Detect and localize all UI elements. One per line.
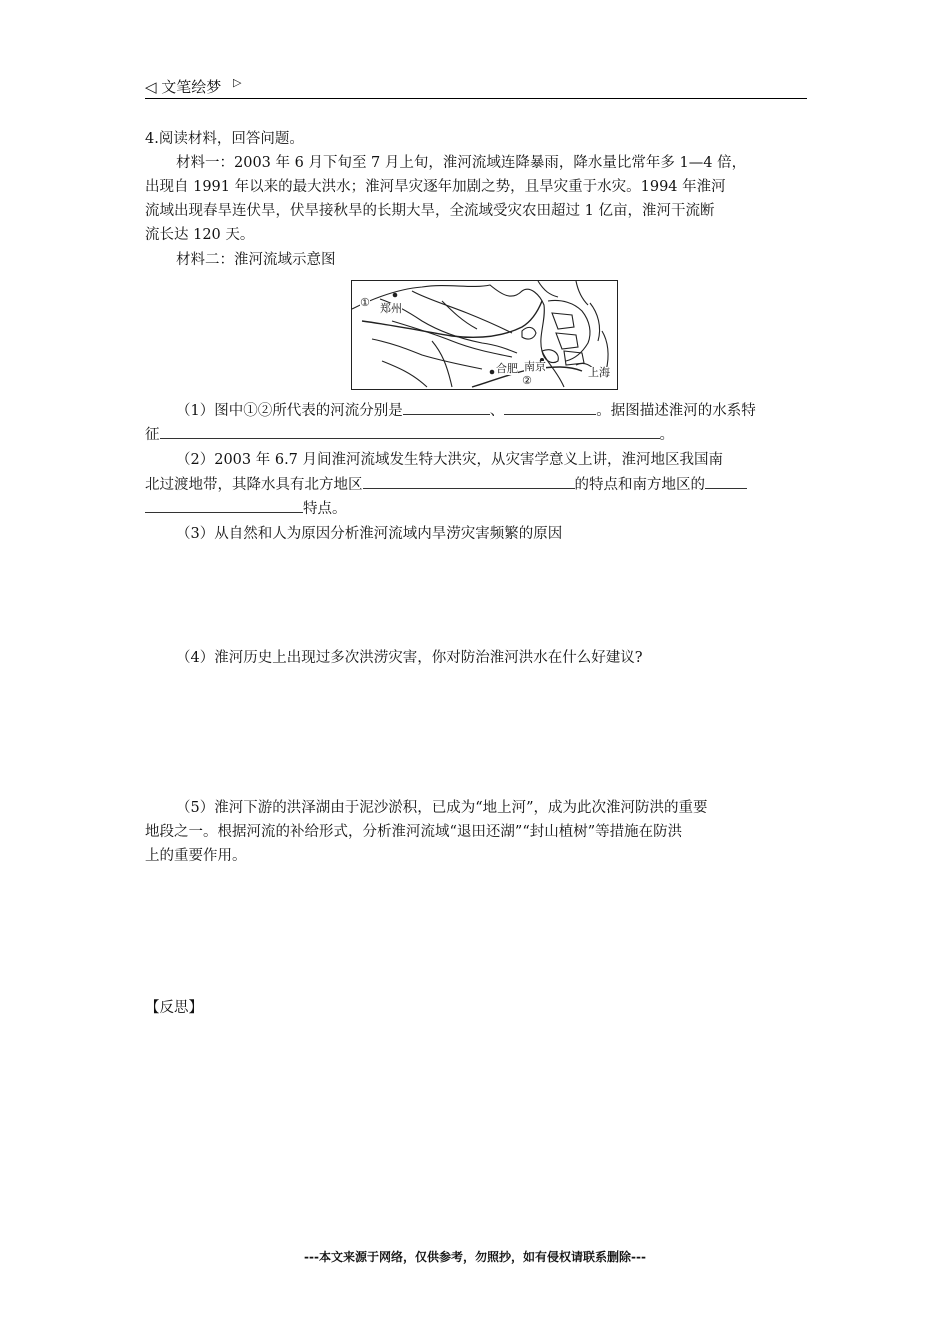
material1-line-2: 出现自 1991 年以来的最大洪水；淮河旱灾逐年加剧之势，且旱灾重于水灾。1994 年淮河 — [145, 179, 726, 195]
q2-text-d: 特点。 — [303, 501, 347, 517]
question-title: 4.阅读材料，回答问题。 — [145, 131, 304, 147]
q1-text-b: 。据图描述淮河的水系特 — [596, 403, 756, 419]
q2-answer-south-part2[interactable] — [145, 496, 303, 513]
map-city-zhengzhou: 郑州 — [380, 302, 402, 315]
q3-text: （3）从自然和人为原因分析淮河流域内旱涝灾害频繁的原因 — [176, 526, 563, 542]
header-brand: ◁ 文笔绘梦 — [145, 78, 222, 96]
q2-line-3 — [145, 496, 347, 521]
q5-line-2: 地段之一。根据河流的补给形式，分析淮河流域“退田还湖”“封山植树”等措施在防洪 — [145, 824, 683, 840]
page-header — [145, 74, 807, 98]
material2-label: 材料二：淮河流域示意图 — [176, 252, 336, 268]
q5-line-3: 上的重要作用。 — [145, 848, 247, 864]
q2-text-b: 北过渡地带，其降水具有北方地区 — [145, 477, 363, 493]
map-label-1: ① — [360, 296, 370, 309]
page-footer: ---本文来源于网络，仅供参考，勿照抄，如有侵权请联系删除--- — [304, 1250, 646, 1264]
q2-text-c: 的特点和南方地区的 — [574, 477, 705, 493]
q1-text-c: 征 — [145, 427, 160, 443]
q1-text-a: （1）图中①②所代表的河流分别是 — [176, 403, 403, 419]
material1-line-3: 流域出现春旱连伏旱，伏旱接秋旱的长期大旱，全流域受灾农田超过 1 亿亩，淮河干流断 — [145, 203, 715, 219]
q2-answer-north[interactable] — [363, 472, 575, 489]
map-label-2: ② — [522, 374, 532, 387]
header-rule — [145, 98, 807, 99]
reflection-heading: 【反思】 — [145, 1000, 203, 1016]
q1-line-1 — [176, 398, 756, 423]
q1-answer-features[interactable] — [160, 422, 660, 439]
map-drawing — [352, 281, 617, 389]
q1-end: 。 — [659, 427, 674, 443]
material1-line-4: 流长达 120 天。 — [145, 227, 255, 243]
q2-line-1: （2）2003 年 6.7 月间淮河流域发生特大洪灾，从灾害学意义上讲，淮河地区我国南 — [176, 452, 724, 468]
huai-river-map — [351, 280, 618, 390]
map-city-nanjing: 南京 — [524, 360, 546, 373]
q2-answer-south-part1[interactable] — [705, 472, 747, 489]
header-arrow: ▷ — [233, 76, 242, 89]
material1-line-1: 材料一：2003 年 6 月下旬至 7 月上旬，淮河流域连降暴雨，降水量比常年多 1—4 倍， — [176, 155, 747, 171]
q1-answer-river-1[interactable] — [403, 398, 490, 415]
q1-line-2 — [145, 422, 674, 447]
q4-text: （4）淮河历史上出现过多次洪涝灾害，你对防治淮河洪水在什么好建议? — [176, 650, 643, 666]
q1-answer-river-2[interactable] — [504, 398, 596, 415]
map-city-hefei: 合肥 — [496, 362, 518, 375]
map-city-shanghai: 上海 — [588, 366, 610, 379]
q2-line-2 — [145, 472, 747, 497]
q1-separator: 、 — [489, 403, 505, 419]
q5-line-1: （5）淮河下游的洪泽湖由于泥沙淤积，已成为“地上河”，成为此次淮河防洪的重要 — [176, 800, 708, 816]
